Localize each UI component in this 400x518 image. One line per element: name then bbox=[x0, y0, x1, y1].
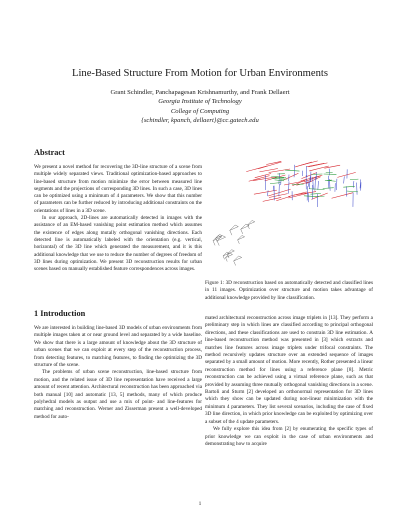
reconstructed-line-segment bbox=[292, 184, 304, 185]
reconstructed-line-segment bbox=[294, 165, 295, 177]
reconstructed-line-segment bbox=[255, 174, 271, 178]
reconstructed-line-segment bbox=[258, 162, 281, 169]
reconstructed-line-segment bbox=[263, 197, 281, 201]
reconstructed-line-segment bbox=[309, 189, 325, 190]
reconstructed-line-segment bbox=[323, 188, 334, 189]
paper-title: Line-Based Structure From Motion for Urban Environments bbox=[72, 68, 328, 79]
right-column-paragraph-1: mated architectural reconstruction across image triplets in [13]. They perform a preliminary step in which lines are classified according to principal orthogonal directions, and these classifications are used to constrain 3D line estimation. A line-based reconstruction method was presented in [3] which extracts and matches line features across image triplets under trifocal constraints. The method recursively updates structure over an extended sequence of images separated by a small amount of motion. More recently, Rother presented a linear reconstruction method for lines using a reference plane [8]. Metric reconstruction can be achieved using a virtual reference plane, such as that provided by assuming three mutually orthogonal vanishing directions in a scene. Bartoli and Sturm [2] developed an orthonormal representation for 3D lines which they show can be updated during non-linear minimization with the minimum 4 parameters. They list several scenarios, including the case of fixed 3D line direction, in which prior knowledge can be exploited by optimizing over a subset of the 4 update parameters. bbox=[205, 315, 373, 425]
introduction-paragraph-2: The problems of urban scene reconstruction, line-based structure from motion, and the related issue of 3D line representation have received a large amount of recent attention. Architectural reconstruction has been approached via both manual [10] and automatic [13, 5] methods, many of which produce polyhedral models as output and use a mix of point- and line-features for matching and reconstruction. Werner and Zisserman present a well-developed method for auto- bbox=[34, 369, 202, 420]
reconstructed-line-segment bbox=[344, 176, 345, 183]
reconstructed-line-segment bbox=[313, 177, 314, 189]
reconstructed-line-segment bbox=[269, 194, 288, 198]
affiliation-2: College of Computing bbox=[170, 107, 230, 115]
reconstructed-line-segment bbox=[353, 181, 354, 188]
reconstructed-line-segment bbox=[285, 170, 299, 171]
reconstructed-line-segment bbox=[315, 177, 316, 191]
reconstructed-line-segment bbox=[267, 190, 268, 196]
abstract-heading: Abstract bbox=[34, 148, 65, 157]
author-emails: {schindler, kpanch, dellaert}@cc.gatech.edu bbox=[141, 116, 259, 124]
reconstructed-line-segment bbox=[308, 181, 309, 187]
introduction-paragraph-1: We are interested in building line-based 3D models of urban environments from multiple images taken at or near ground level and separated by a wide baseline. We show that there is a large amount of knowledge about the 3D structure of urban scenes that we can exploit at every step of the reconstruction process, from detecting features, to matching features, to finding the optimizing the 3D structure of the scene. bbox=[34, 325, 202, 369]
reconstructed-line-segment bbox=[318, 181, 319, 190]
reconstructed-line-segment bbox=[346, 191, 358, 192]
reconstructed-line-segment bbox=[268, 189, 291, 196]
affiliation-1: Georgia Institute of Technology bbox=[158, 98, 242, 106]
reconstructed-line-segment bbox=[332, 193, 353, 199]
reconstructed-line-segment bbox=[350, 179, 358, 180]
camera-frustum bbox=[238, 235, 245, 243]
author-block bbox=[0, 88, 400, 125]
reconstructed-line-segment bbox=[337, 172, 355, 177]
author-names: Grant Schindler, Panchapagesan Krishnamurthy, and Frank Dellaert bbox=[110, 89, 290, 96]
figure-1-caption: Figure 1: 3D reconstruction based on automatically detected and classified lines in 11 images. Optimization over structure and motion takes advantage of additional knowledge provided by line classification. bbox=[205, 280, 373, 301]
reconstructed-line-segment bbox=[308, 193, 309, 202]
reconstructed-line-segment bbox=[304, 196, 318, 197]
abstract-paragraph-2: In our approach, 2D-lines are automatically detected in images with the assistance of an EM-based vanishing point estimation method which assumes the existence of edges along mutally orthogonal vanishing directions. Each detected line is automatically labeled with the orientation (e.g. vertical, horizontal) of the 3D line which generated the measurement, and it is this additional knowledge that we use to reduce the number of degrees of freedom of 3D lines during optimization. We present 3D reconstruction results for urban scenes based on manually established feature correspondences across images. bbox=[34, 215, 202, 273]
reconstructed-line-segment bbox=[343, 186, 354, 187]
camera-frustum bbox=[248, 220, 255, 229]
camera-frustum bbox=[234, 256, 242, 266]
right-column-body bbox=[205, 315, 373, 448]
abstract-body bbox=[34, 164, 202, 273]
reconstructed-line-segment bbox=[273, 186, 274, 191]
reconstructed-line-segment bbox=[254, 190, 277, 194]
camera-frustum bbox=[230, 225, 239, 235]
abstract-paragraph-1: We present a novel method for recovering the 3D-line structure of a scene from multiple widely separated views. Traditional optimization-based approaches to line-based structure from motion minimize the error between measured line segments and the projections of corresponding 3D lines. In such a case, 3D lines can be optimized using a minimum of 4 parameters. We show that this number of parameters can be further reduced by introducing additional constraints on the orientations of lines in a 3D scene. bbox=[34, 164, 202, 214]
reconstructed-line-segment bbox=[310, 193, 320, 194]
reconstructed-line-segment bbox=[308, 163, 327, 167]
reconstructed-line-segment bbox=[279, 173, 280, 184]
figure-1-line-reconstruction-graphic bbox=[205, 142, 373, 278]
reconstructed-line-segment bbox=[327, 180, 336, 181]
reconstructed-line-segment bbox=[276, 196, 290, 200]
reconstructed-line-segment bbox=[309, 166, 329, 171]
right-column-paragraph-2: We fully explore this idea from [2] by enumerating the specific types of prior knowledge we can exploit in the case of urban environments and demonstrating how to acquire bbox=[205, 426, 373, 447]
reconstructed-line-segment bbox=[301, 175, 323, 181]
reconstructed-line-segment bbox=[288, 182, 289, 194]
page-number: 1 bbox=[198, 501, 202, 507]
reconstructed-line-segment bbox=[306, 166, 307, 177]
reconstructed-line-segment bbox=[292, 179, 307, 186]
reconstructed-line-segment bbox=[306, 163, 324, 166]
figure-1-reconstruction bbox=[205, 142, 373, 278]
introduction-body bbox=[34, 325, 202, 421]
introduction-heading: 1 Introduction bbox=[34, 309, 86, 318]
